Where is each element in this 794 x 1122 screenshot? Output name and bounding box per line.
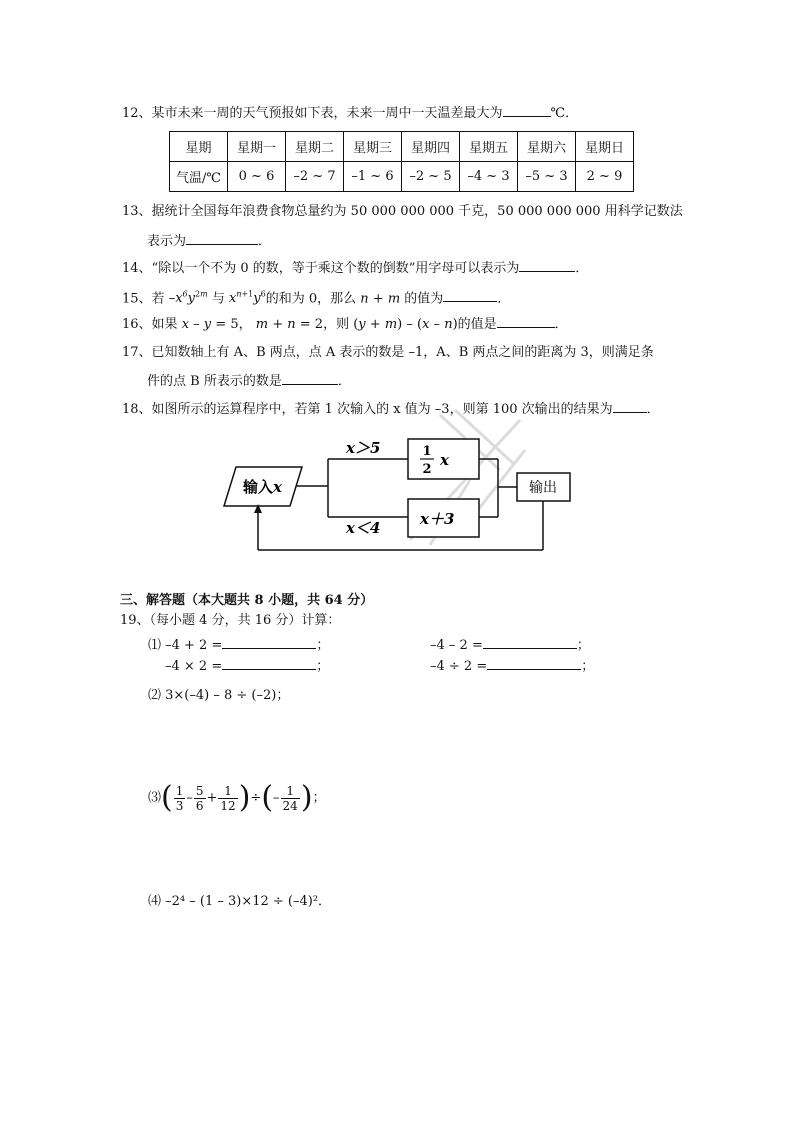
input-label: 输入x bbox=[243, 478, 282, 496]
q16-expr: (y + m) – (x – n) bbox=[353, 317, 458, 332]
q16-cond1: x – y = 5 bbox=[181, 317, 239, 332]
table-cell: –2 ~ 7 bbox=[286, 162, 344, 192]
table-header-cell: 星期六 bbox=[518, 132, 576, 162]
table-header-cell: 星期二 bbox=[286, 132, 344, 162]
q15-term1: $-x^6y^{2m}$ bbox=[168, 290, 208, 307]
q17-prefix: 件的点 B 所表示的数是 bbox=[147, 374, 282, 389]
q15-expr: n + m bbox=[360, 291, 401, 307]
q18-end: ． bbox=[646, 402, 660, 417]
q13-end: ． bbox=[258, 234, 272, 249]
q16-tail: 的值是 bbox=[457, 317, 497, 332]
q18-text: 18、如图所示的运算程序中，若第 1 次输入的 x 值为 –3，则第 100 次输出的结果为 bbox=[122, 402, 613, 417]
add-three-label: x＋3 bbox=[420, 510, 455, 528]
fraction: $\frac{5}{6}$ bbox=[195, 783, 204, 813]
table-header-cell: 星期四 bbox=[402, 132, 460, 162]
section3-title: 三、解答题（本大题共 8 小题，共 64 分） bbox=[120, 593, 374, 608]
table-header-cell: 星期五 bbox=[460, 132, 518, 162]
q14-end: ． bbox=[575, 261, 589, 276]
q16-mid: ，则 bbox=[323, 317, 350, 332]
q19-p1c-blank[interactable] bbox=[222, 656, 316, 670]
half-denominator: 2 bbox=[422, 462, 432, 477]
q15-end: ． bbox=[497, 291, 511, 307]
cond-top-label: x＞5 bbox=[346, 439, 381, 457]
q19-p1a-semi: ； bbox=[316, 638, 330, 653]
half-var: x bbox=[440, 451, 449, 469]
table-header-cell: 星期日 bbox=[576, 132, 634, 162]
table-header-cell: 星期 bbox=[170, 132, 228, 162]
q19-p1a bbox=[148, 635, 329, 655]
q16-sep: ， bbox=[238, 317, 252, 332]
table-cell: –5 ~ 3 bbox=[518, 162, 576, 192]
q19-p1d-blank[interactable] bbox=[487, 656, 581, 670]
table-cell: –1 ~ 6 bbox=[344, 162, 402, 192]
q15-post: 的和为 0，那么 bbox=[265, 291, 357, 307]
table-cell: 2 ~ 9 bbox=[576, 162, 634, 192]
q19-p2: ⑵ 3×(–4) – 8 ÷ (–2)； bbox=[148, 688, 290, 703]
q15-tail: 的值为 bbox=[404, 291, 444, 307]
q19-header: 19、（每小题 4 分，共 16 分）计算： bbox=[120, 613, 341, 628]
fraction: $\frac{1}{3}$ bbox=[175, 783, 184, 813]
q19-p1b-blank[interactable] bbox=[483, 635, 577, 649]
table-header-cell: 星期三 bbox=[344, 132, 402, 162]
q19-p1d bbox=[430, 656, 594, 676]
q19-p1d-expr: –4 ÷ 2 = bbox=[430, 659, 488, 674]
output-label: 输出 bbox=[529, 480, 557, 496]
q13-prefix: 表示为 bbox=[147, 234, 187, 249]
cond-bottom-label: x＜4 bbox=[346, 519, 381, 537]
q19-p1a-blank[interactable] bbox=[222, 635, 316, 649]
q19-p1c bbox=[165, 656, 329, 676]
fraction: $\frac{1}{24}$ bbox=[282, 783, 298, 813]
q19-p1c-semi: ； bbox=[316, 659, 330, 674]
q19-p4: ⑷ –2⁴ – (1 – 3)×12 ÷ (–4)²． bbox=[148, 894, 332, 909]
q15-pre: 15、若 bbox=[122, 291, 165, 307]
q15-mid: 与 bbox=[211, 291, 225, 307]
q15-term2: $x^{n+1}y^6$ bbox=[228, 290, 266, 307]
q19-p1c-expr: –4 × 2 = bbox=[165, 659, 223, 674]
table-header-cell: 星期一 bbox=[228, 132, 286, 162]
q16-pre: 16、如果 bbox=[122, 317, 178, 332]
table-cell: –2 ~ 5 bbox=[402, 162, 460, 192]
table-cell: –4 ~ 3 bbox=[460, 162, 518, 192]
q16-cond2: m + n = 2 bbox=[255, 317, 324, 332]
q16-end: ． bbox=[554, 317, 568, 332]
q19-p3: ⑶( $\frac{1}{3}$ – $\frac{5}{6}$ + $\frac{1}{12}$ )÷(– $\frac{1}{24}$ )； bbox=[148, 780, 326, 815]
table-row-label: 气温/℃ bbox=[170, 162, 228, 192]
q13-line1: 13、据统计全国每年浪费食物总量约为 50 000 000 000 千克，50 000 000 000 用科学记数法 bbox=[122, 204, 683, 219]
q19-p3-label: ⑶ bbox=[148, 790, 162, 806]
q17-line1: 17、已知数轴上有 A、B 两点，点 A 表示的数是 –1，A、B 两点之间的距离为 3，则满足条 bbox=[122, 345, 654, 360]
q17-end: ． bbox=[337, 374, 351, 389]
q12-unit: ℃． bbox=[550, 106, 579, 121]
q19-p1d-semi: ； bbox=[581, 659, 595, 674]
q19-p1b-semi: ； bbox=[576, 638, 590, 653]
q14-text: 14、“除以一个不为 0 的数，等于乘这个数的倒数”用字母可以表示为 bbox=[122, 261, 520, 276]
q12-text: 12、某市未来一周的天气预报如下表，未来一周中一天温差最大为 bbox=[122, 106, 503, 121]
fraction: $\frac{1}{12}$ bbox=[220, 783, 236, 813]
q19-p1b bbox=[430, 635, 590, 655]
table-cell: 0 ~ 6 bbox=[228, 162, 286, 192]
half-numerator: 1 bbox=[422, 444, 432, 459]
q19-p1a-expr: ⑴ –4 + 2 = bbox=[148, 638, 223, 653]
q19-p1b-expr: –4 – 2 = bbox=[430, 638, 483, 653]
